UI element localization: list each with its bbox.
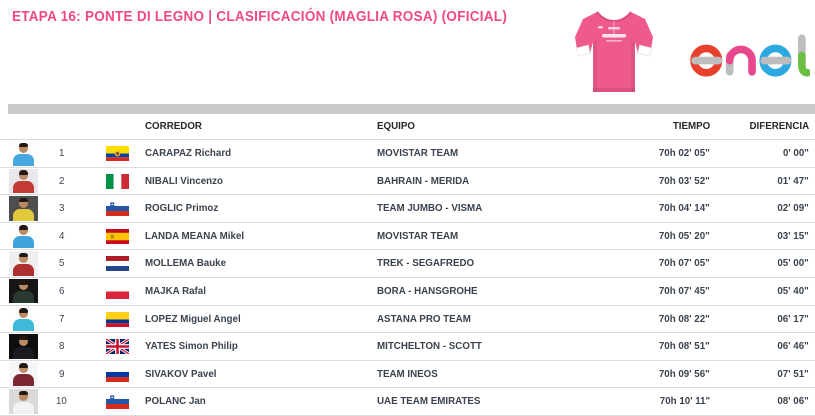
rider-photo-jersey	[13, 209, 34, 221]
time-value: 70h 05' 20"	[659, 229, 710, 242]
rider-photo-hair	[19, 143, 29, 148]
rider-photo-hair	[19, 198, 29, 203]
column-header-tiempo: TIEMPO	[672, 120, 710, 132]
rider-name: MAJKA Rafal	[145, 284, 206, 297]
team-name: MITCHELTON - SCOTT	[377, 340, 482, 353]
flag-poland-icon	[106, 284, 129, 299]
time-value: 70h 08' 51"	[659, 340, 710, 353]
diff-value: 06' 46"	[777, 340, 809, 353]
rider-photo	[9, 362, 38, 387]
table-row	[0, 278, 815, 306]
time-value: 70h 07' 05"	[659, 257, 710, 270]
table-row	[0, 250, 815, 278]
column-header-equipo: EQUIPO	[377, 120, 415, 132]
diff-value: 01' 47"	[777, 174, 809, 187]
time-value: 70h 09' 56"	[659, 367, 710, 380]
time-value: 70h 10' 11"	[659, 395, 710, 408]
table-row	[0, 168, 815, 196]
time-value: 70h 07' 45"	[659, 284, 710, 297]
rider-photo	[9, 224, 38, 249]
diff-value: 03' 15"	[777, 229, 809, 242]
rider-photo-jersey	[13, 402, 34, 414]
rider-photo-jersey	[13, 154, 34, 166]
rider-photo-hair	[19, 253, 29, 258]
team-name: ASTANA PRO TEAM	[377, 312, 471, 325]
flag-ecuador-icon	[106, 146, 129, 161]
rider-name: SIVAKOV Pavel	[145, 367, 217, 380]
page-title: ETAPA 16: PONTE DI LEGNO | CLASIFICACIÓN (MAGLIA ROSA) (OFICIAL)	[12, 9, 508, 25]
team-name: UAE TEAM EMIRATES	[377, 395, 481, 408]
table-header-row	[0, 114, 815, 140]
table-row	[0, 361, 815, 389]
rank-value: 10	[56, 395, 68, 408]
flag-netherlands-icon	[106, 256, 129, 271]
team-name: TEAM JUMBO - VISMA	[377, 202, 483, 215]
table-row	[0, 140, 815, 168]
time-value: 70h 03' 52"	[659, 174, 710, 187]
flag-slovenia-icon	[106, 201, 129, 216]
team-name: TREK - SEGAFREDO	[377, 257, 475, 270]
rider-photo	[9, 169, 38, 194]
rider-photo-jersey	[13, 236, 34, 248]
rider-photo-hair	[19, 225, 29, 230]
rider-photo-jersey	[13, 291, 34, 303]
rider-photo	[9, 279, 38, 304]
rider-name: LOPEZ Miguel Angel	[145, 312, 241, 325]
rider-photo-hair	[19, 363, 29, 368]
rank-value: 6	[59, 284, 65, 297]
flag-colombia-icon	[106, 312, 129, 327]
jersey-icon	[568, 4, 660, 98]
time-value: 70h 08' 22"	[659, 312, 710, 325]
rider-name: NIBALI Vincenzo	[145, 174, 223, 187]
rider-photo	[9, 251, 38, 276]
rank-value: 4	[59, 229, 65, 242]
table-row	[0, 195, 815, 223]
rider-photo-jersey	[13, 264, 34, 276]
team-name: MOVISTAR TEAM	[377, 229, 459, 242]
diff-value: 06' 17"	[777, 312, 809, 325]
diff-value: 0' 00"	[783, 147, 809, 159]
rider-name: YATES Simon Philip	[145, 340, 238, 353]
rider-name: LANDA MEANA Mikel	[145, 229, 245, 242]
team-name: MOVISTAR TEAM	[377, 147, 459, 159]
rider-photo-jersey	[13, 347, 34, 359]
rider-photo-hair	[19, 391, 29, 396]
flag-spain-icon	[106, 229, 129, 244]
rank-value: 3	[59, 202, 65, 215]
rider-photo-hair	[19, 308, 29, 313]
team-name: BORA - HANSGROHE	[377, 284, 478, 297]
flag-slovenia-icon	[106, 394, 129, 409]
diff-value: 07' 51"	[777, 367, 809, 380]
team-name: TEAM INEOS	[377, 367, 438, 380]
flag-russia-icon	[106, 367, 129, 382]
rider-photo	[9, 141, 38, 166]
enel-logo	[688, 24, 810, 82]
rank-value: 2	[59, 174, 65, 187]
flag-great-britain-icon	[106, 339, 129, 354]
rider-photo	[9, 307, 38, 332]
diff-value: 05' 40"	[777, 284, 809, 297]
table-row	[0, 306, 815, 334]
rider-photo-hair	[19, 170, 29, 175]
column-header-diferencia: DIFERENCIA	[749, 120, 809, 132]
rider-photo-jersey	[13, 374, 34, 386]
time-value: 70h 04' 14"	[659, 202, 710, 215]
flag-italy-icon	[106, 174, 129, 189]
maglia-rosa-jersey-image	[568, 4, 660, 98]
rank-value: 9	[59, 367, 65, 380]
table-top-bar	[8, 104, 815, 114]
enel-logo-icon	[688, 24, 810, 85]
rider-photo	[9, 389, 38, 414]
column-header-corredor: CORREDOR	[145, 120, 202, 132]
rider-photo-jersey	[13, 181, 34, 193]
rank-value: 7	[59, 312, 65, 325]
time-value: 70h 02' 05"	[659, 147, 710, 159]
diff-value: 02' 09"	[777, 202, 809, 215]
rider-photo-hair	[19, 280, 29, 285]
table-body	[0, 140, 815, 416]
table-row	[0, 223, 815, 251]
diff-value: 05' 00"	[777, 257, 809, 270]
table-row	[0, 388, 815, 416]
rider-name: CARAPAZ Richard	[145, 147, 232, 159]
rider-name: POLANC Jan	[145, 395, 206, 408]
diff-value: 08' 06"	[777, 395, 809, 408]
rider-name: ROGLIC Primoz	[145, 202, 219, 215]
rider-name: MOLLEMA Bauke	[145, 257, 227, 270]
team-name: BAHRAIN - MERIDA	[377, 174, 470, 187]
rider-photo-jersey	[13, 319, 34, 331]
rank-value: 8	[59, 340, 65, 353]
table-row	[0, 333, 815, 361]
rider-photo	[9, 196, 38, 221]
rank-value: 5	[59, 257, 65, 270]
rank-value: 1	[59, 147, 65, 159]
rider-photo	[9, 334, 38, 359]
rider-photo-hair	[19, 336, 29, 341]
